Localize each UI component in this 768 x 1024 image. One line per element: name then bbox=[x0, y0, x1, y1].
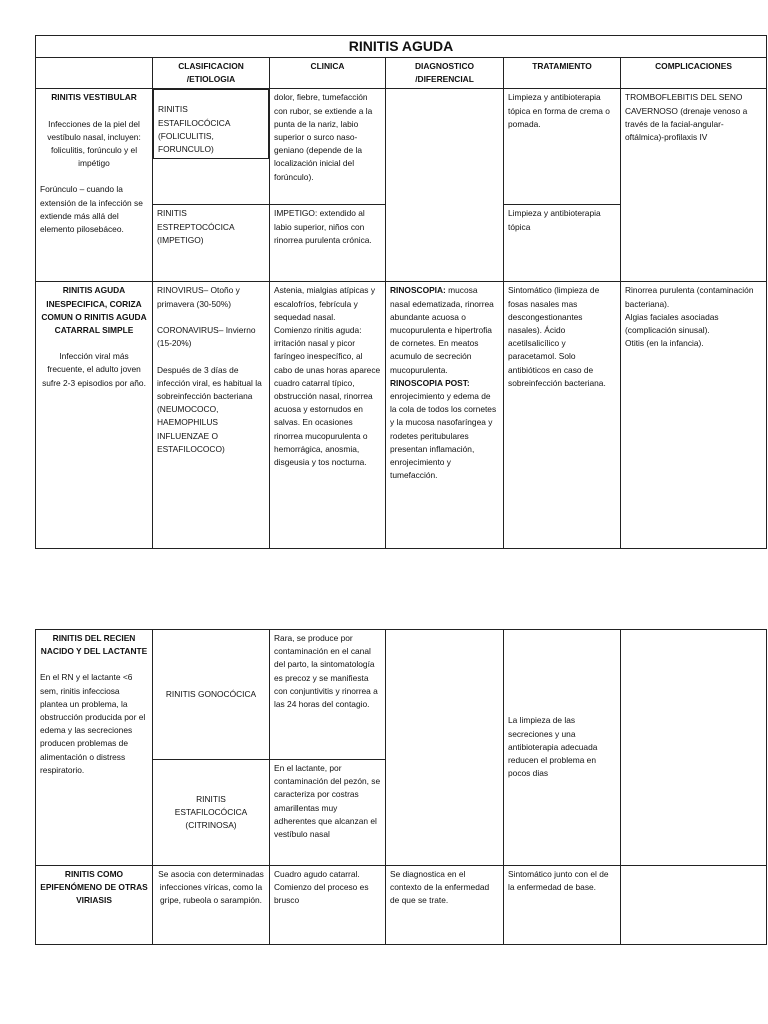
tratamiento-cell: La limpieza de las secreciones y una antibioterapia adecuada reducen el problema en pocos dias bbox=[504, 630, 621, 866]
clinica-cell: Cuadro agudo catarral. Comienzo del proceso es brusco bbox=[270, 866, 386, 945]
table-title: RINITIS AGUDA bbox=[36, 36, 767, 58]
row-name: RINITIS COMO EPIFENÓMENO DE OTRAS VIRIASIS bbox=[40, 869, 148, 906]
rinoscopia-text: mucosa nasal edematizada, rinorrea abundante acuosa o mucopurulenta e hipertrofia de cornetes. En meatos acumulo de secreción mucopurulenta. bbox=[390, 285, 494, 375]
table-row bbox=[36, 866, 767, 945]
complicaciones-cell bbox=[621, 630, 767, 866]
header-complicaciones: COMPLICACIONES bbox=[621, 58, 767, 89]
header-empty bbox=[36, 58, 153, 89]
complicaciones-cell: TROMBOFLEBITIS DEL SENO CAVERNOSO (drenaje venoso a través de la facial-angular-oftálmica)-profilaxis IV bbox=[621, 89, 767, 282]
row-description: En el RN y el lactante <6 sem, rinitis infecciosa plantea un problema, la obstrucción producida por el edema y las secreciones producen problemas de alimentación o distress respiratorio. bbox=[40, 672, 146, 775]
complicaciones-cell: Rinorrea purulenta (contaminación bacteriana). Algias faciales asociadas (complicación sinusal). Otitis (en la infancia). bbox=[621, 282, 767, 549]
header-clinica: CLINICA bbox=[270, 58, 386, 89]
diagnostico-cell bbox=[386, 89, 504, 282]
row-name: RINITIS DEL RECIEN NACIDO Y DEL LACTANTE bbox=[40, 633, 148, 657]
rinitis-table-bottom bbox=[35, 629, 767, 945]
clinica-cell: En el lactante, por contaminación del pezón, se caracteriza por costras amarillentas muy adherentes que alcanzan el vestíbulo nasal bbox=[270, 760, 386, 866]
row-name: RINITIS VESTIBULAR bbox=[51, 92, 137, 103]
clasificacion-cell: RINITIS ESTAFILOCÓCICA (CITRINOSA) bbox=[153, 760, 270, 866]
clasificacion-cell: RINITIS GONOCÓCICA bbox=[153, 630, 270, 760]
clasificacion-cell: RINITIS ESTREPTOCÓCICA (IMPETIGO) bbox=[153, 205, 270, 282]
header-row bbox=[36, 58, 767, 89]
header-tratamiento: TRATAMIENTO bbox=[504, 58, 621, 89]
header-clasificacion: CLASIFICACION /ETIOLOGIA bbox=[153, 58, 270, 89]
tratamiento-cell: Sintomático junto con el de la enfermedad de base. bbox=[504, 866, 621, 945]
epifenomeno-name-cell bbox=[36, 866, 153, 945]
rinitis-table-top bbox=[35, 35, 767, 549]
clasificacion-cell: Se asocia con determinadas infecciones víricas, como la gripe, rubeola o sarampión. bbox=[153, 866, 270, 945]
row-description: Infección viral más frecuente, el adulto joven sufre 2-3 episodios por año. bbox=[42, 351, 146, 388]
rinoscopia-post-label: RINOSCOPIA POST: bbox=[390, 377, 470, 388]
table-row bbox=[36, 630, 767, 760]
clinica-cell: IMPETIGO: extendido al labio superior, niños con rinorrea purulenta crónica. bbox=[270, 205, 386, 282]
clinica-cell: Astenia, mialgias atípicas y escalofríos, febrícula y sequedad nasal. Comienzo rinitis aguda: irritación nasal y picor faríngeo inespecífico, al cabo de unas horas aparece cuadro catarral típico, obstrucción nasal, rinorrea acuosa y estornudos en salvas. En ocasiones rinorrea mucopurulenta o hemorrágica, anosmia, disgeusia y tos nocturna. bbox=[270, 282, 386, 549]
tratamiento-cell: Limpieza y antibioterapia tópica en forma de crema o pomada. bbox=[504, 89, 621, 205]
rinoscopia-label: RINOSCOPIA: bbox=[390, 285, 446, 296]
diagnostico-cell bbox=[386, 630, 504, 866]
tratamiento-cell: Limpieza y antibioterapia tópica bbox=[504, 205, 621, 282]
clasificacion-cell: RINITIS ESTAFILOCÓCICA (FOLICULITIS, FORUNCULO) bbox=[153, 89, 269, 159]
rinoscopia-post-text: enrojecimiento y edema de la cola de todos los cornetes y la mucosa nasofaríngea y rodetes peritubulares presentan inflamación, enrojecimiento y tumefacción. bbox=[390, 391, 497, 481]
table-row bbox=[36, 282, 767, 549]
row-description: Forúnculo – cuando la extensión de la infección se extiende más allá del elemento pilosebáceo. bbox=[40, 184, 143, 235]
row-name: RINITIS AGUDA INESPECIFICA, CORIZA COMUN O RINITIS AGUDA CATARRAL SIMPLE bbox=[41, 285, 147, 336]
header-diagnostico: DIAGNOSTICO /DIFERENCIAL bbox=[386, 58, 504, 89]
clasificacion-cell: RINOVIRUS– Otoño y primavera (30-50%) CORONAVIRUS– Invierno (15-20%) Después de 3 días de infección viral, es habitual la sobreinfección bacteriana (NEUMOCOCO, HAEMOPHILUS INFLUENZAE O ESTAFILOCOCO) bbox=[153, 282, 270, 549]
diagnostico-cell: Se diagnostica en el contexto de la enfermedad de que se trate. bbox=[386, 866, 504, 945]
row-description: Infecciones de la piel del vestíbulo nasal, incluyen: foliculitis, forúnculo y el impétigo bbox=[47, 118, 141, 169]
reciennacido-name-cell bbox=[36, 630, 153, 866]
clinica-cell: dolor, fiebre, tumefacción con rubor, se extiende a la punta de la nariz, labio superior o surco naso-geniano (depende de la localización inicial del forúnculo). bbox=[270, 89, 386, 205]
vestibular-name-cell bbox=[36, 89, 153, 282]
inespecifica-name-cell bbox=[36, 282, 153, 549]
complicaciones-cell bbox=[621, 866, 767, 945]
table-row bbox=[36, 89, 767, 205]
diagnostico-cell bbox=[386, 282, 504, 549]
clinica-cell: Rara, se produce por contaminación en el canal del parto, la sintomatología es precoz y se manifiesta con conjuntivitis y rinorrea a las 24 horas del contagio. bbox=[270, 630, 386, 760]
tratamiento-cell: Sintomático (limpieza de fosas nasales mas descongestionantes nasales). Ácido acetilsalicílico y paracetamol. Solo antibióticos en caso de sobreinfección bacteriana. bbox=[504, 282, 621, 549]
